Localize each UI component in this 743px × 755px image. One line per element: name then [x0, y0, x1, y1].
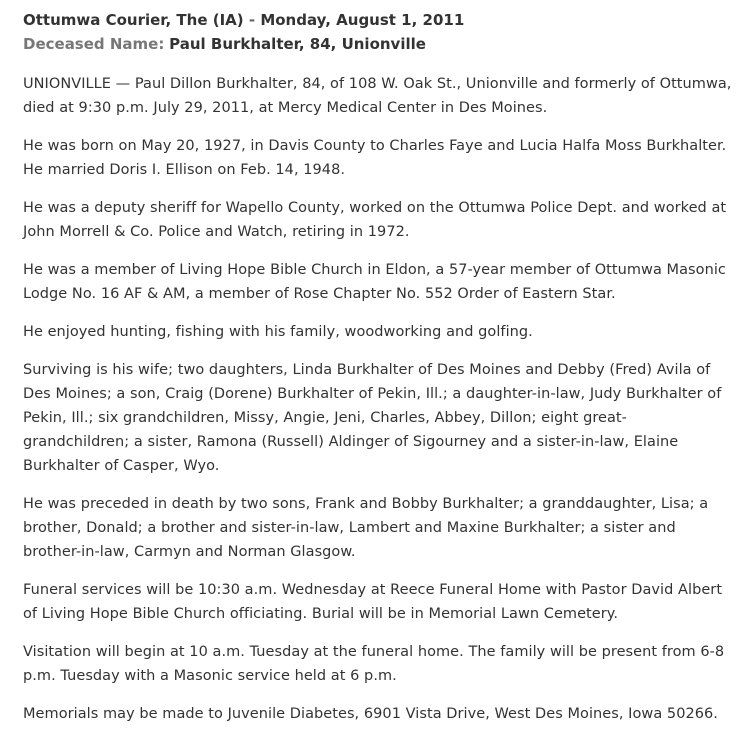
- publication-date: Monday, August 1, 2011: [260, 11, 465, 29]
- obituary-paragraph: He was born on May 20, 1927, in Davis County to Charles Faye and Lucia Halfa Moss Burkhalter. He married Doris I. Ellison on Feb. 14, 1948.: [23, 138, 727, 178]
- obituary-paragraph: He was a member of Living Hope Bible Church in Eldon, a 57-year member of Ottumwa Masonic Lodge No. 16 AF & AM, a member of Rose Chapter No. 552 Order of Eastern Star.: [23, 262, 726, 302]
- header-separator: -: [243, 11, 261, 29]
- obituary-paragraph: Funeral services will be 10:30 a.m. Wednesday at Reece Funeral Home with Pastor David Albert of Living Hope Bible Church officiating. Burial will be in Memorial Lawn Cemetery.: [23, 582, 723, 622]
- obituary-paragraph: Visitation will begin at 10 a.m. Tuesday at the funeral home. The family will be present from 6-8 p.m. Tuesday with a Masonic service held at 6 p.m.: [23, 644, 725, 684]
- publication-name: Ottumwa Courier, The (IA): [23, 11, 244, 29]
- obituary-paragraph: He enjoyed hunting, fishing with his family, woodworking and golfing.: [23, 324, 533, 340]
- obituary-paragraph: He was a deputy sheriff for Wapello County, worked on the Ottumwa Police Dept. and worked at John Morrell & Co. Police and Watch, retiring in 1972.: [23, 200, 727, 240]
- deceased-name-line: [23, 32, 733, 56]
- obituary-paragraph: UNIONVILLE — Paul Dillon Burkhalter, 84, of 108 W. Oak St., Unionville and formerly of Ottumwa, died at 9:30 p.m. July 29, 2011, at Mercy Medical Center in Des Moines.: [23, 76, 732, 116]
- obituary-paragraph: Memorials may be made to Juvenile Diabetes, 6901 Vista Drive, West Des Moines, Iowa 50266.: [23, 706, 718, 722]
- publication-header: [23, 8, 733, 32]
- deceased-name: Paul Burkhalter, 84, Unionville: [169, 35, 426, 53]
- obituary-paragraph: He was preceded in death by two sons, Frank and Bobby Burkhalter; a granddaughter, Lisa; a brother, Donald; a brother and sister-in-law, Lambert and Maxine Burkhalter; a sister and brother-in-law, Carmyn and Norman Glasgow.: [23, 496, 709, 560]
- obituary-paragraph: Surviving is his wife; two daughters, Linda Burkhalter of Des Moines and Debby (Fred) Avila of Des Moines; a son, Craig (Dorene) Burkhalter of Pekin, Ill.; a daughter-in-law, Judy Burkhalter of Pekin, Ill.; six grandchildren, Missy, Angie, Jeni, Charles, Abbey, Dillon; eight great-grandchildren; a sister, Ramona (Russell) Aldinger of Sigourney and a sister-in-law, Elaine Burkhalter of Casper, Wyo.: [23, 362, 722, 474]
- obituary-body: [23, 72, 733, 726]
- deceased-label: Deceased Name:: [23, 35, 165, 53]
